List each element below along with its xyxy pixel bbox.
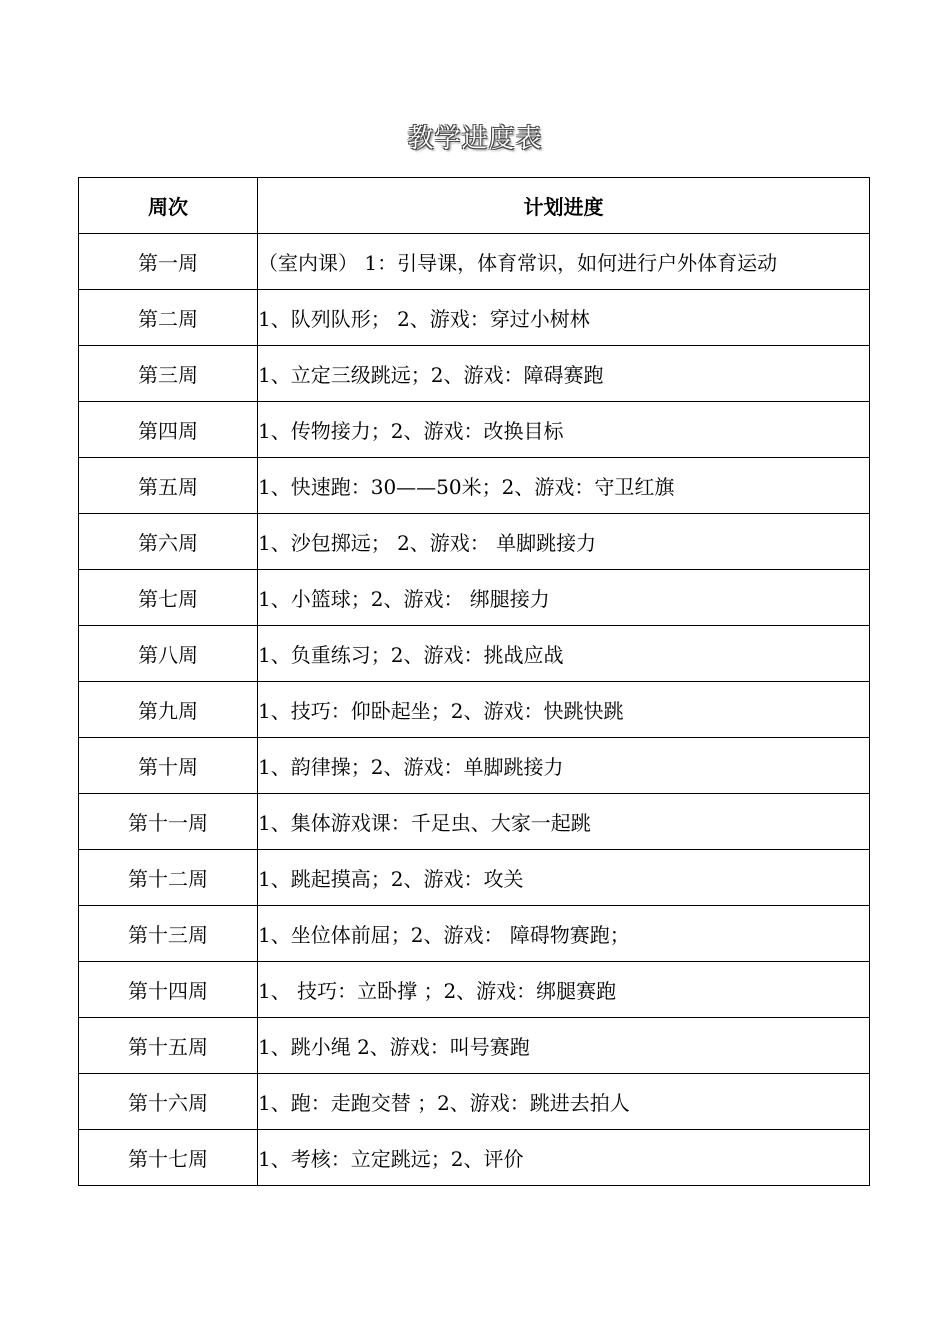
week-cell: 第五周 [79,458,258,514]
table-header-row [79,178,870,234]
week-cell: 第九周 [79,682,258,738]
table-row [79,514,870,570]
week-cell: 第十七周 [79,1130,258,1186]
week-cell: 第二周 [79,290,258,346]
plan-cell: 1、负重练习；2、游戏：挑战应战 [258,626,870,682]
table-row [79,458,870,514]
table-row [79,682,870,738]
week-cell: 第七周 [79,570,258,626]
table-row [79,738,870,794]
week-cell: 第三周 [79,346,258,402]
table-body [79,234,870,1186]
week-cell: 第十二周 [79,850,258,906]
plan-cell: 1、立定三级跳远；2、游戏：障碍赛跑 [258,346,870,402]
plan-cell: （室内课） 1：引导课，体育常识，如何进行户外体育运动 [258,234,870,290]
week-cell: 第十三周 [79,906,258,962]
table-row [79,234,870,290]
table-row [79,1018,870,1074]
table-row [79,626,870,682]
plan-cell: 1、集体游戏课：千足虫、大家一起跳 [258,794,870,850]
week-cell: 第八周 [79,626,258,682]
table-row [79,906,870,962]
table-row [79,402,870,458]
plan-cell: 1、跳小绳 2、游戏：叫号赛跑 [258,1018,870,1074]
table-row [79,570,870,626]
plan-cell: 1、沙包掷远； 2、游戏： 单脚跳接力 [258,514,870,570]
week-cell: 第四周 [79,402,258,458]
table-row [79,1130,870,1186]
column-header-plan: 计划进度 [258,178,870,234]
week-cell: 第六周 [79,514,258,570]
table-row [79,962,870,1018]
table-row [79,794,870,850]
plan-cell: 1、 技巧：立卧撑 ；2、游戏：绑腿赛跑 [258,962,870,1018]
plan-cell: 1、技巧：仰卧起坐；2、游戏：快跳快跳 [258,682,870,738]
plan-cell: 1、跑：走跑交替 ；2、游戏：跳进去拍人 [258,1074,870,1130]
plan-cell: 1、考核：立定跳远；2、评价 [258,1130,870,1186]
table-row [79,850,870,906]
plan-cell: 1、小篮球；2、游戏： 绑腿接力 [258,570,870,626]
week-cell: 第十六周 [79,1074,258,1130]
week-cell: 第十周 [79,738,258,794]
column-header-week: 周次 [79,178,258,234]
plan-cell: 1、快速跑：30——50米；2、游戏：守卫红旗 [258,458,870,514]
plan-cell: 1、跳起摸高；2、游戏：攻关 [258,850,870,906]
plan-cell: 1、坐位体前屈；2、游戏： 障碍物赛跑； [258,906,870,962]
plan-cell: 1、队列队形； 2、游戏：穿过小树林 [258,290,870,346]
table-row [79,290,870,346]
week-cell: 第一周 [79,234,258,290]
table-row [79,346,870,402]
plan-cell: 1、传物接力；2、游戏：改换目标 [258,402,870,458]
week-cell: 第十四周 [79,962,258,1018]
schedule-table [78,177,870,1186]
table-row [79,1074,870,1130]
plan-cell: 1、韵律操；2、游戏：单脚跳接力 [258,738,870,794]
page-title: 教学进度表 [407,124,543,154]
week-cell: 第十五周 [79,1018,258,1074]
week-cell: 第十一周 [79,794,258,850]
